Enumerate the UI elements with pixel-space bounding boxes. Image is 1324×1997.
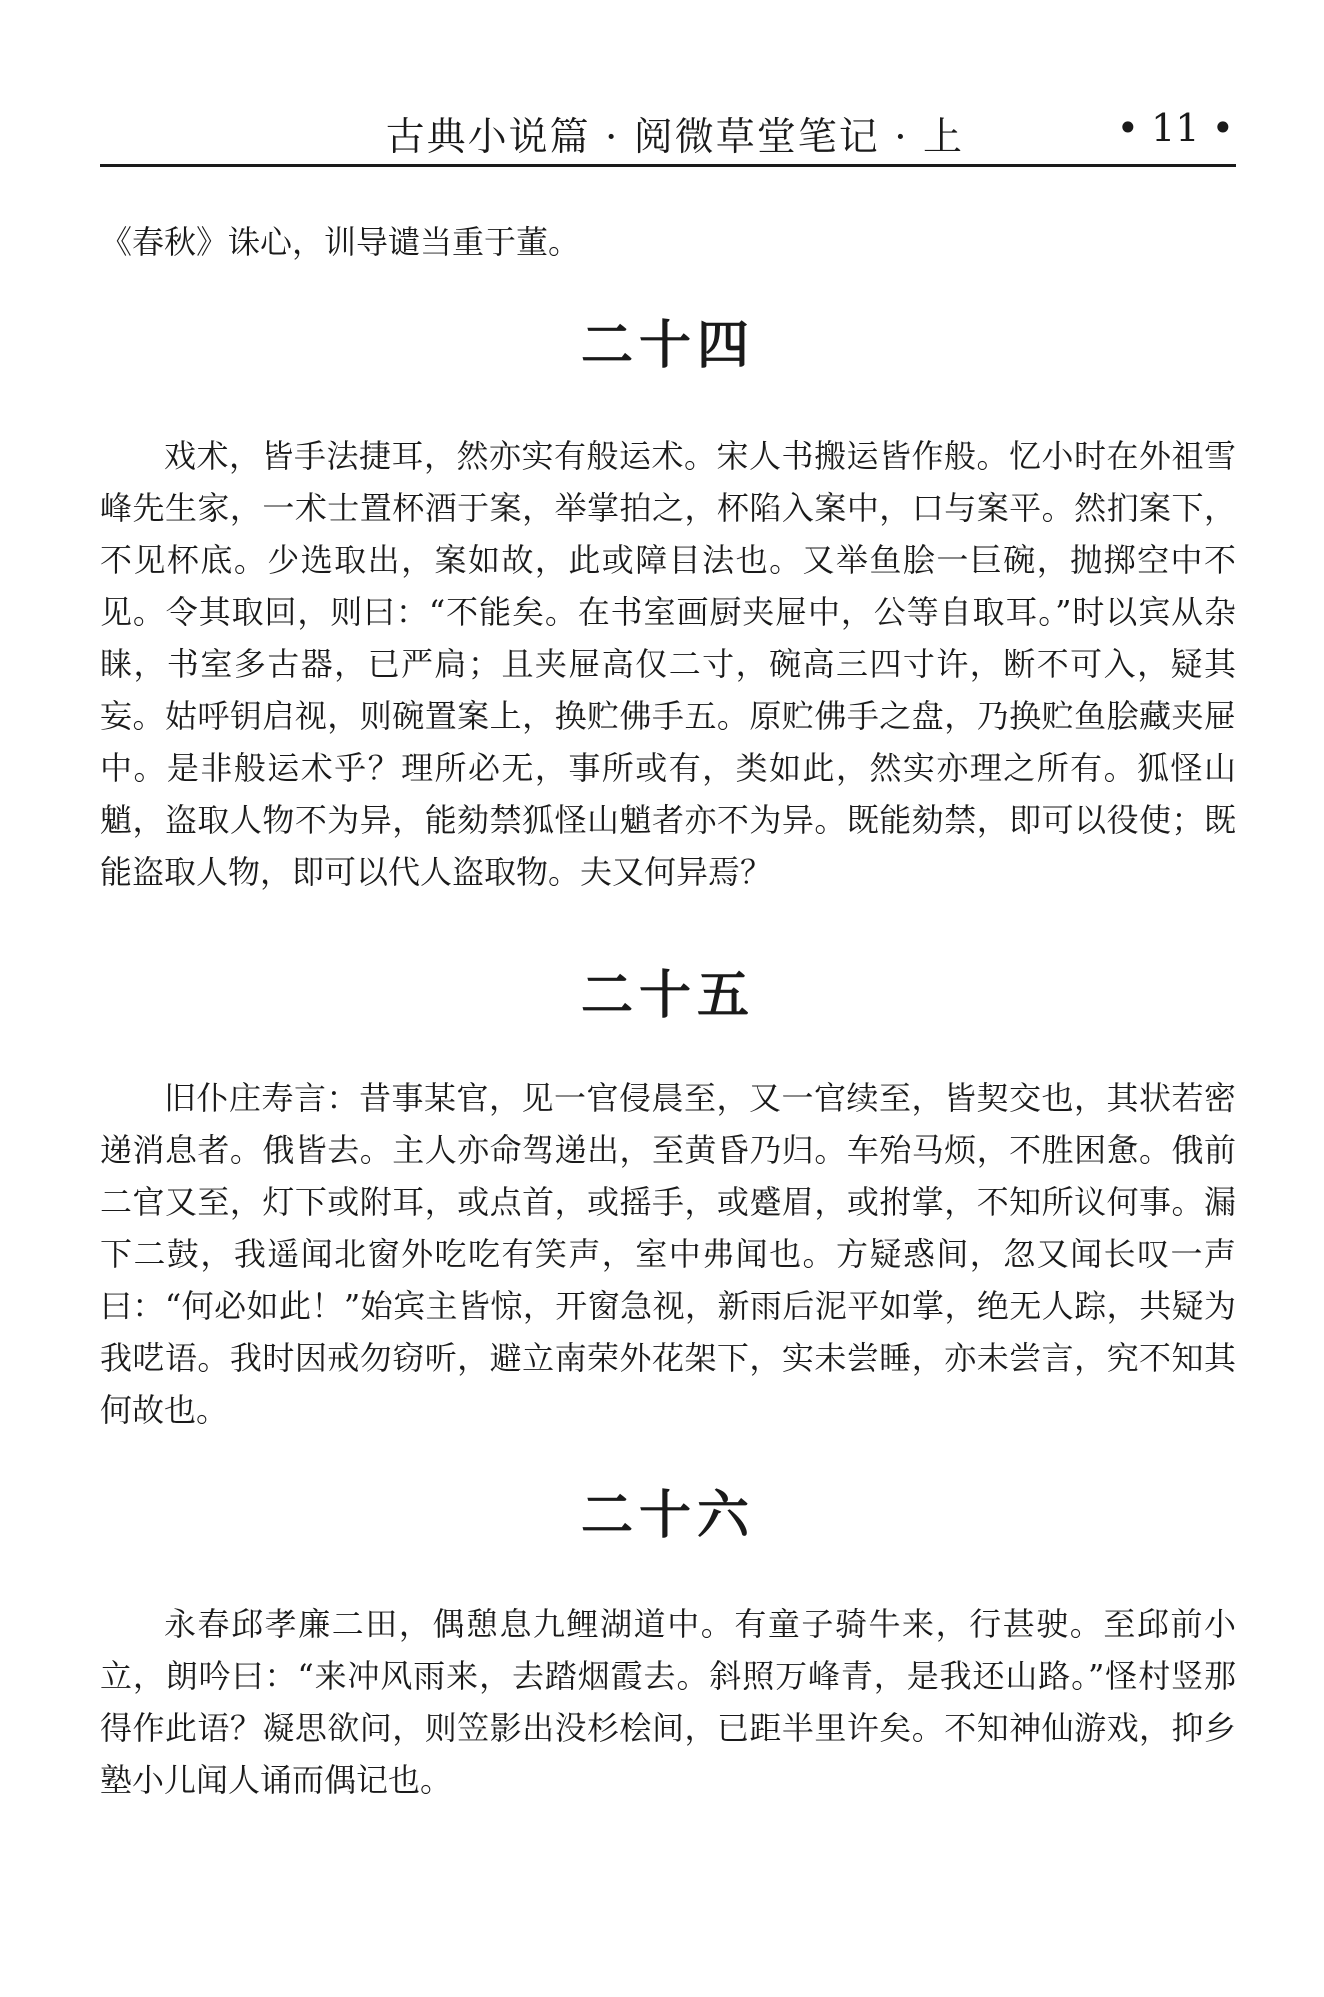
section-heading-26: 二十六 [580, 1486, 755, 1546]
section-body-26 [100, 1598, 1236, 1806]
section-body-24 [100, 430, 1236, 898]
intro-fragment-block [100, 216, 1236, 268]
paragraph: 戏术，皆手法捷耳，然亦实有般运术。宋人书搬运皆作般。忆小时在外祖雪峰先生家，一术士置杯酒于案，举掌拍之，杯陷入案中，口与案平。然扪案下，不见杯底。少选取出，案如故，此或障目法也。又举鱼脍一巨碗，抛掷空中不见。令其取回，则曰：“不能矣。在书室画厨夹屉中，公等自取耳。”时以宾从杂睐，书室多古器，已严扃；且夹屉高仅二寸，碗高三四寸许，断不可入，疑其妄。姑呼钥启视，则碗置案上，换贮佛手五。原贮佛手之盘，乃换贮鱼脍藏夹屉中。是非般运术乎？理所必无，事所或有，类如此，然实亦理之所有。狐怪山魈，盗取人物不为异，能劾禁狐怪山魈者亦不为异。既能劾禁，即可以役使；既能盗取人物，即可以代人盗取物。夫又何异焉？ [100, 437, 1236, 891]
paragraph: 永春邱孝廉二田，偶憩息九鲤湖道中。有童子骑牛来，行甚驶。至邱前小立，朗吟曰：“来冲风雨来，去踏烟霞去。斜照万峰青，是我还山路。”怪村竖那得作此语？凝思欲问，则笠影出没杉桧间，已距半里许矣。不知神仙游戏，抑乡塾小儿闻人诵而偶记也。 [100, 1605, 1236, 1799]
running-title: 古典小说篇 · 阅微草堂笔记 · 上 [385, 115, 964, 160]
section-heading-25: 二十五 [580, 966, 755, 1026]
running-header [100, 100, 1236, 167]
intro-fragment: 《春秋》诛心，训导谴当重于董。 [100, 223, 581, 261]
section-heading-24: 二十四 [580, 316, 755, 376]
paragraph: 旧仆庄寿言：昔事某官，见一官侵晨至，又一官续至，皆契交也，其状若密递消息者。俄皆去。主人亦命驾递出，至黄昏乃归。车殆马烦，不胜困惫。俄前二官又至，灯下或附耳，或点首，或摇手，或蹙眉，或拊掌，不知所议何事。漏下二鼓，我遥闻北窗外吃吃有笑声，室中弗闻也。方疑惑间，忽又闻长叹一声曰：“何必如此！”始宾主皆惊，开窗急视，新雨后泥平如掌，绝无人踪，共疑为我呓语。我时因戒勿窃听，避立南荣外花架下，实未尝睡，亦未尝言，究不知其何故也。 [100, 1079, 1236, 1429]
page-number: • 11 • [1116, 106, 1234, 150]
section-body-25 [100, 1072, 1236, 1436]
